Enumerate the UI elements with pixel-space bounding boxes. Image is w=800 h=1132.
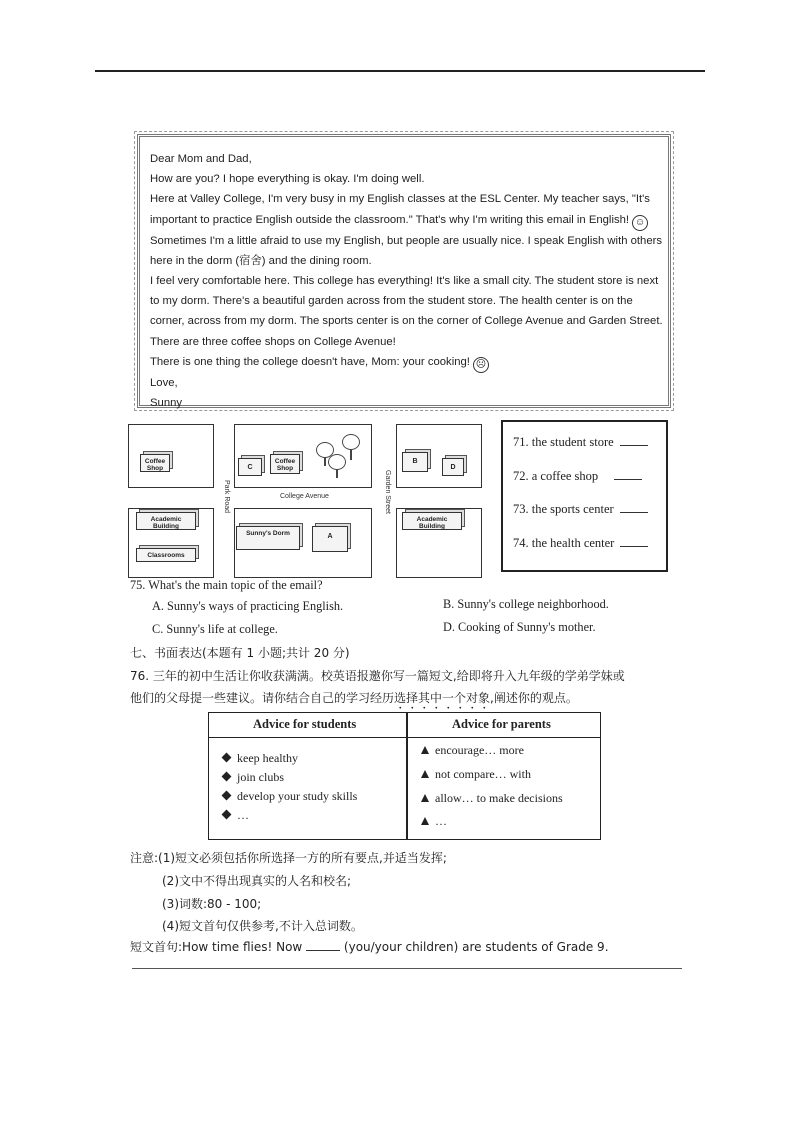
question-75-stem: 75. What's the main topic of the email? [130,578,323,592]
letter-line: There are three coffee shops on College Avenue! [150,335,396,348]
garden-street-label: Garden Street [384,470,391,514]
sunnys-dorm-box: Sunny's Dorm [236,526,300,550]
advice-table [208,712,601,840]
letter-line: Sometimes I'm a little afraid to use my English, but people are usually nice. I speak English with others [150,234,663,247]
letter-line: Sunny [150,397,183,410]
coffee-shop-box: Coffee Shop [270,454,300,474]
triangle-bullet-icon [421,770,429,778]
letter-line: Love, [150,376,178,389]
college-avenue-label: College Avenue [280,493,329,500]
matching-item: 72. a coffee shop [513,468,666,502]
parent-advice-item: not compare… with [421,767,531,782]
diamond-bullet-icon [222,791,232,801]
answer-blank[interactable] [620,535,648,547]
letter-line: There is one thing the college doesn't have, Mom: your cooking! [150,355,470,368]
diamond-bullet-icon [222,772,232,782]
answer-blank[interactable] [620,434,648,446]
map-letter-a: A [312,526,348,552]
top-rule [95,70,705,72]
note-3: (3)词数:80 - 100; [162,897,262,911]
map-letter-b: B [402,452,428,472]
classrooms-box: Classrooms [136,548,196,562]
student-advice-item: … [223,808,249,823]
parent-advice-item: … [421,814,447,829]
question-76-line1: 76. 三年的初中生活让你收获满满。校英语报邀你写一篇短文,给即将升入九年级的学弟学妹或 [130,669,625,683]
bottom-rule [132,968,682,969]
map-letter-c: C [238,458,262,476]
diamond-bullet-icon [222,753,232,763]
student-advice-item: keep healthy [223,751,298,766]
tree-icon [328,454,346,470]
matching-item: 73. the sports center [513,501,666,535]
emphasized-text: 选择其中一个对象 [394,691,491,705]
parent-advice-item: allow… to make decisions [421,791,563,806]
smile-icon: ☺ [632,215,648,231]
q75-option-a[interactable]: A. Sunny's ways of practicing English. [152,599,344,613]
student-advice-item: develop your study skills [223,789,357,804]
frown-icon: ☹ [473,357,489,373]
first-sentence: 短文首句:How time flies! Now (you/your children) are students of Grade 9. [130,940,609,954]
letter-line: Dear Mom and Dad, [150,153,252,165]
letter-line: Here at Valley College, I'm very busy in my English classes at the ESL Center. My teacher says, "It's [150,193,650,206]
answer-blank[interactable] [614,468,642,480]
academic-building-box: Academic Building [136,512,196,530]
students-header: Advice for students [253,717,357,731]
answer-blank[interactable] [306,950,340,951]
letter-line: to my dorm. There's a beautiful garden across from the student store. The health center is on the [150,295,633,308]
note-4: (4)短文首句仅供参考,不计入总词数。 [162,919,363,933]
letter-line: here in the dorm (宿舍) and the dining room. [150,254,372,267]
answer-blank[interactable] [620,501,648,513]
q75-option-b[interactable]: B. Sunny's college neighborhood. [443,597,609,611]
letter-line: corner, across from my dorm. The sports center is on the corner of College Avenue and Garden Street. [150,315,663,328]
section-7-heading: 七、书面表达(本题有 1 小题;共计 20 分) [130,646,350,660]
triangle-bullet-icon [421,746,429,754]
triangle-bullet-icon [421,794,429,802]
park-road-label: Park Road [223,480,230,514]
letter-line-with-smile [150,210,658,231]
matching-item: 74. the health center [513,535,666,569]
matching-questions-box [501,420,668,572]
column-divider [406,713,408,839]
diamond-bullet-icon [222,810,232,820]
letter-line: I feel very comfortable here. This college has everything! It's like a small city. The student store is next [150,275,659,288]
triangle-bullet-icon [421,817,429,825]
note-1: 注意:(1)短文必须包括你所选择一方的所有要点,并适当发挥; [130,851,447,865]
parents-header: Advice for parents [452,717,551,731]
coffee-shop-box: Coffee Shop [140,454,170,472]
question-76-line2: 他们的父母提一些建议。请你结合自己的学习经历选择其中一个对象,阐述你的观点。 [130,691,578,705]
matching-item: 71. the student store [513,434,666,468]
student-advice-item: join clubs [223,770,284,785]
tree-icon [342,434,360,450]
q75-option-d[interactable]: D. Cooking of Sunny's mother. [443,620,596,634]
letter-line: How are you? I hope everything is okay. I'm doing well. [150,173,425,186]
academic-building-box: Academic Building [402,512,462,530]
map-letter-d: D [442,458,464,476]
letter-line-with-frown [150,352,658,373]
note-2: (2)文中不得出现真实的人名和校名; [162,874,352,888]
campus-map [128,420,490,582]
parent-advice-item: encourage… more [421,743,524,758]
letter-line: important to practice English outside the classroom." That's why I'm writing this email in English! [150,213,630,226]
q75-option-c[interactable]: C. Sunny's life at college. [152,622,278,636]
email-letter-box [137,134,671,408]
